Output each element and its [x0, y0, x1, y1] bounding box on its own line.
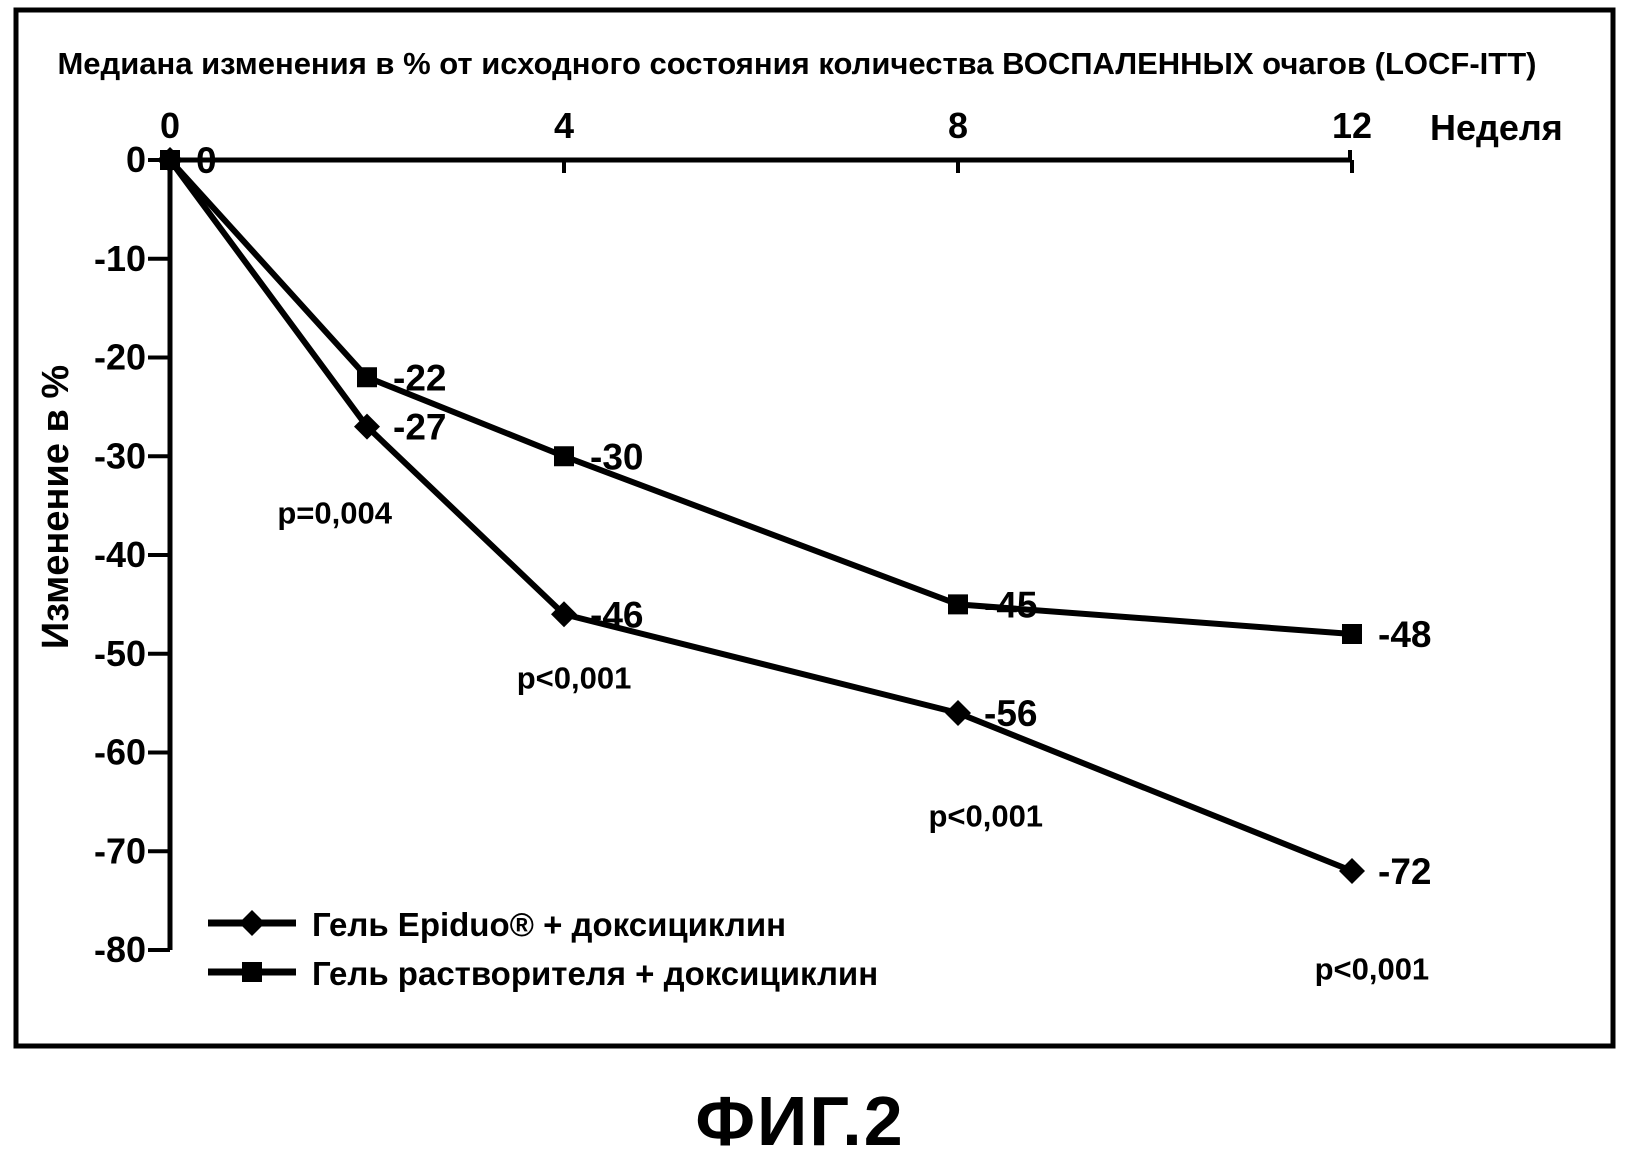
x-axis-title: Неделя — [1430, 107, 1563, 148]
y-tick-label: 0 — [125, 139, 146, 180]
plot-area — [35, 105, 1563, 992]
data-point-marker-s1 — [160, 150, 180, 170]
legend-label: Гель Epiduo® + доксициклин — [312, 906, 787, 943]
p-value-annotation: p<0,001 — [516, 660, 632, 696]
y-axis-title: Изменение в % — [35, 364, 77, 650]
x-tick-label: 8 — [947, 105, 969, 146]
data-point-marker-s1 — [948, 594, 968, 614]
y-tick-label: -70 — [93, 830, 146, 872]
x-tick-label: 0 — [159, 105, 181, 146]
data-point-marker-s1 — [554, 446, 574, 466]
y-tick-label: -20 — [93, 336, 146, 378]
data-point-label: -56 — [984, 693, 1038, 734]
p-value-annotation: p<0,001 — [928, 798, 1044, 834]
p-value-annotation: p=0,004 — [277, 495, 392, 531]
data-point-label: -46 — [590, 594, 644, 636]
x-tick-label: 12 — [1331, 105, 1373, 146]
chart-frame-border — [16, 10, 1613, 1046]
y-tick-label: -30 — [93, 435, 146, 477]
chart-title: Медиана изменения в % от исходного состояния количества ВОСПАЛЕННЫХ очагов (LOCF-ITT) — [57, 46, 1537, 81]
data-point-marker-s0 — [945, 700, 971, 726]
y-tick-label: -40 — [93, 534, 146, 575]
x-tick-label: 4 — [553, 105, 575, 146]
data-point-label: -27 — [393, 406, 447, 448]
data-point-marker-s1 — [357, 367, 377, 387]
y-tick-label: -80 — [93, 929, 146, 970]
y-tick-label: -50 — [93, 632, 146, 674]
data-point-label: -22 — [393, 357, 447, 399]
figure-caption: ФИГ.2 — [695, 1082, 905, 1160]
data-point-label: -45 — [984, 584, 1038, 626]
legend-marker-square-icon — [242, 962, 262, 982]
legend-label: Гель растворителя + доксициклин — [312, 955, 879, 992]
data-point-marker-s0 — [1339, 858, 1365, 884]
data-point-label: -72 — [1378, 851, 1432, 892]
data-point-label: -48 — [1378, 614, 1432, 655]
data-point-label: -30 — [590, 436, 644, 478]
p-value-annotation: p<0,001 — [1314, 951, 1430, 987]
y-tick-label: -60 — [93, 731, 146, 773]
data-point-label: 0 — [196, 140, 217, 181]
legend-marker-diamond-icon — [239, 910, 265, 936]
y-tick-label: -10 — [93, 237, 146, 279]
data-point-marker-s1 — [1342, 624, 1362, 644]
